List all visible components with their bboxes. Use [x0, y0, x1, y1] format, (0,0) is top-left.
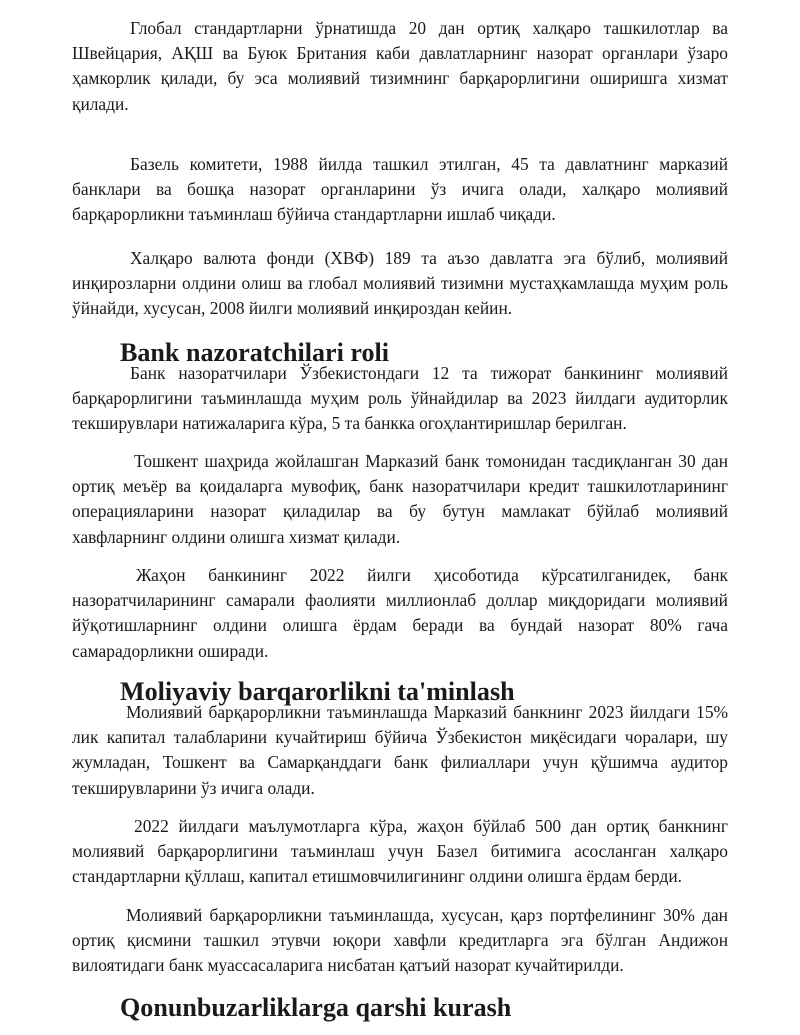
paragraph-text: Базель комитети, 1988 йилда ташкил этилган, 45 та давлатнинг марказий банклари ва бошқа назорат органларини ўз ичига олади, халқаро молиявий барқарорликни таъминлаш бўйича стандартларни ишлаб чиқади.	[72, 154, 728, 225]
paragraph-text: Жаҳон банкининг 2022 йилги ҳисоботида кўрсатилганидек, банк назоратчиларининг самарали фаолияти миллионлаб доллар миқдоридаги молиявий йўқотишларнинг олдини олишга ёрдам беради ва бундай назорат 80% гача самарадорликни оширади.	[72, 565, 728, 661]
paragraph-andijan-control	[72, 903, 728, 979]
section-heading-bank-supervisors: Bank nazoratchilari roli	[120, 338, 389, 367]
paragraph-global-standards	[72, 16, 728, 117]
paragraph-capital-requirements	[72, 700, 728, 801]
paragraph-central-bank-norms	[72, 449, 728, 550]
paragraph-basel-accords	[72, 814, 728, 890]
section-heading-financial-stability: Moliyaviy barqarorlikni ta'minlash	[120, 677, 515, 706]
paragraph-text: Халқаро валюта фонди (ХВФ) 189 та аъзо давлатга эга бўлиб, молиявий инқирозларни олдини олиш ва глобал молиявий тизимни мустаҳкамлашда муҳим роль ўйнайди, хусусан, 2008 йилги молиявий инқироздан кейин.	[72, 248, 728, 319]
section-heading-fighting-violations: Qonunbuzarliklarga qarshi kurash	[120, 993, 512, 1022]
paragraph-text: Тошкент шаҳрида жойлашган Марказий банк томонидан тасдиқланган 30 дан ортиқ меъёр ва қоидаларга мувофиқ, банк назоратчилари кредит ташкилотларининг операцияларини назорат қиладилар ва бу бутун мамлакат бўйлаб молиявий хавфларнинг олдини олишга хизмат қилади.	[72, 451, 728, 547]
paragraph-text: 2022 йилдаги маълумотларга кўра, жаҳон бўйлаб 500 дан ортиқ банкнинг молиявий барқарорлигини таъминлаш учун Базел битимига асосланган халқаро стандартларни қўллаш, капитал етишмовчилигининг олдини олишга ёрдам берди.	[72, 816, 728, 887]
paragraph-basel-committee	[72, 152, 728, 228]
paragraph-text: Банк назоратчилари Ўзбекистондаги 12 та тижорат банкининг молиявий барқарорлигини таъминлашда муҳим роль ўйнайдилар ва 2023 йилдаги аудиторлик текширувлари натижаларига кўра, 5 та банкка огоҳлантиришлар берилган.	[72, 363, 728, 434]
paragraph-text: Молиявий барқарорликни таъминлашда, хусусан, қарз портфелининг 30% дан ортиқ қисмини ташкил этувчи юқори хавфли кредитларга эга бўлган Андижон вилоятидаги банк муассасаларига нисбатан қатъий назорат кучайтирилди.	[72, 905, 728, 976]
paragraph-text: Молиявий барқарорликни таъминлашда Марказий банкнинг 2023 йилдаги 15% лик капитал талабларини кучайтириш бўйича Ўзбекистон миқёсидаги чоралари, шу жумладан, Тошкент ва Самарқанддаги банк филиаллари учун қўшимча аудитор текширувларини ўз ичига олади.	[72, 702, 728, 798]
paragraph-bank-supervisors-role	[72, 361, 728, 437]
paragraph-imf	[72, 246, 728, 322]
paragraph-world-bank-report	[72, 563, 728, 664]
paragraph-text: Глобал стандартларни ўрнатишда 20 дан ортиқ халқаро ташкилотлар ва Швейцария, АҚШ ва Буюк Британия каби давлатларнинг назорат органлари ўзаро ҳамкорлик қилади, бу эса молиявий тизимнинг барқарорлигини оширишга хизмат қилади.	[72, 18, 728, 114]
